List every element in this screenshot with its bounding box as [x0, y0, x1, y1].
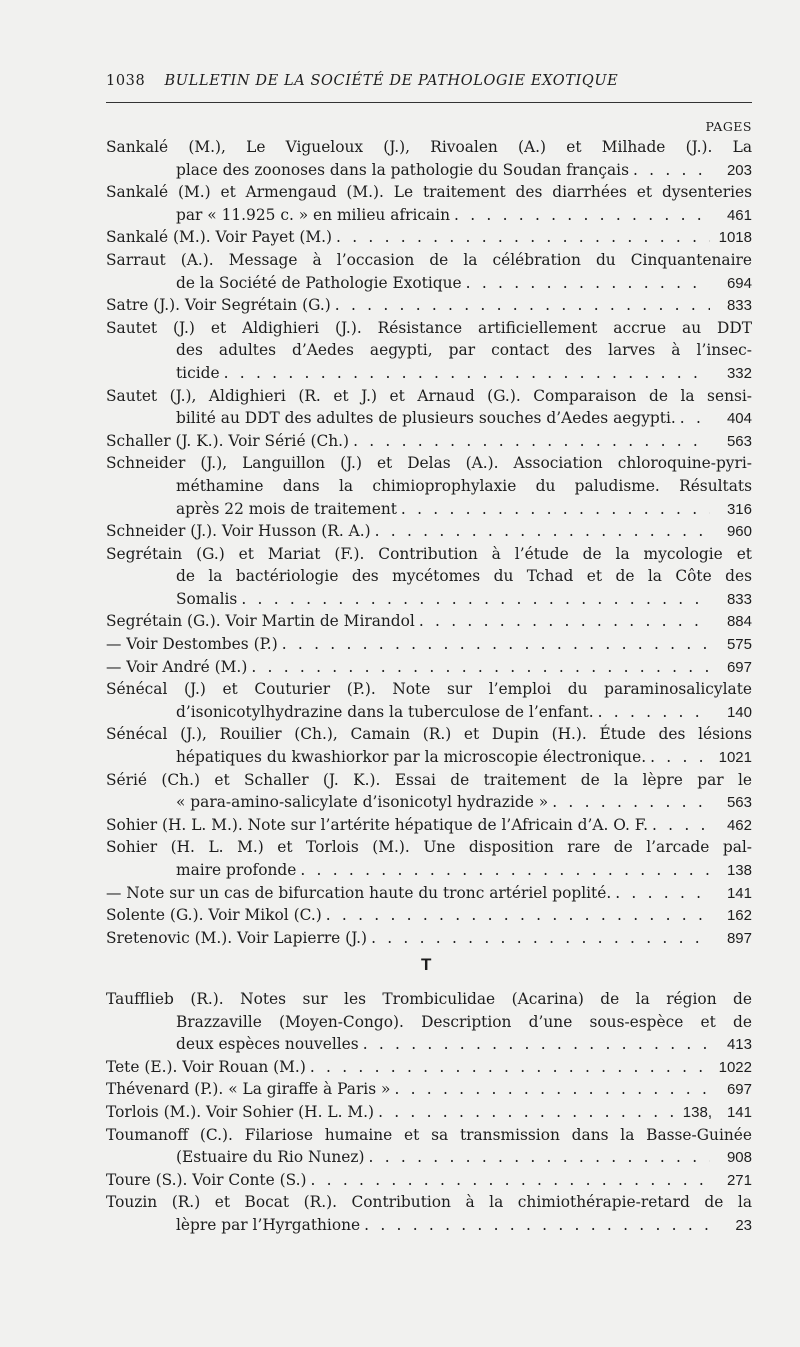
index-entry — [106, 452, 752, 520]
leader-dots — [353, 430, 710, 453]
index-entry — [106, 181, 752, 226]
entry-last-line — [106, 1101, 752, 1124]
entry-line: Taufflieb (R.). Notes sur les Trombiculidae (Acarina) de la région de — [106, 990, 752, 1008]
leader-dots — [650, 746, 710, 769]
leader-dots — [378, 1101, 677, 1124]
page-reference: 833 — [726, 297, 752, 315]
index-entry — [106, 927, 752, 950]
entry-line: Sénécal (J.) et Couturier (P.). Note sur l’emploi du paraminosalicylate — [106, 680, 752, 699]
entry-text: deux espèces nouvelles — [176, 1035, 359, 1054]
entry-last-line — [106, 226, 752, 249]
entry-last-line — [106, 407, 752, 430]
page-reference: 203 — [726, 161, 752, 179]
leader-dots — [615, 882, 710, 905]
entry-line: Sénécal (J.), Rouilier (Ch.), Camain (R.) et Dupin (H.). Étude des lésions — [106, 725, 752, 744]
index-entry — [106, 136, 752, 181]
entry-text: bilité au DDT des adultes de plusieurs souches d’Aedes aegypti. — [176, 409, 676, 428]
index-entry — [106, 1191, 752, 1236]
entry-last-line — [106, 159, 752, 182]
page-reference: 461 — [726, 206, 752, 224]
index-entry — [106, 723, 752, 768]
leader-dots — [251, 656, 710, 679]
entry-line: des adultes d’Aedes aegypti, par contact des larves à l’insec- — [176, 341, 752, 360]
index-entry — [106, 543, 752, 611]
leader-dots — [364, 1214, 710, 1237]
entry-text: Schneider (J.). Voir Husson (R. A.) — [106, 522, 371, 541]
entry-line: Sohier (H. L. M.) et Torlois (M.). Une disposition rare de l’arcade pal- — [106, 838, 752, 857]
entry-last-line — [106, 859, 752, 882]
index-entry — [106, 294, 752, 317]
page-reference: 1022 — [718, 1058, 752, 1076]
index-section-s — [106, 136, 752, 949]
index-entry — [106, 904, 752, 927]
section-letter: T — [421, 955, 432, 974]
entry-last-line — [106, 633, 752, 656]
entry-last-line — [106, 746, 752, 769]
entry-text: ticide — [176, 363, 220, 382]
entry-text: Somalis — [176, 589, 238, 608]
entry-last-line — [106, 1169, 752, 1192]
entry-line: Toumanoff (C.). Filariose humaine et sa transmission dans la Basse-Guinée — [106, 1125, 752, 1144]
entry-text: hépatiques du kwashiorkor par la microscopie électronique. — [176, 748, 647, 767]
entry-last-line — [106, 498, 752, 521]
entry-text: Torlois (M.). Voir Sohier (H. L. M.) — [106, 1102, 375, 1121]
index-section-t — [106, 988, 752, 1237]
journal-title: BULLETIN DE LA SOCIÉTÉ DE PATHOLOGIE EXOTIQUE — [164, 73, 619, 89]
leader-dots — [363, 1033, 710, 1056]
page-reference: 413 — [726, 1036, 752, 1054]
leader-dots — [454, 204, 710, 227]
entry-last-line — [106, 610, 752, 633]
entry-text: Segrétain (G.). Voir Martin de Mirandol — [106, 612, 415, 631]
leader-dots — [310, 1056, 710, 1079]
leader-dots — [336, 226, 710, 249]
entry-line: Sarraut (A.). Message à l’occasion de la célébration du Cinquantenaire — [106, 250, 752, 269]
page-reference: 897 — [726, 929, 752, 947]
leader-dots — [371, 927, 710, 950]
index-entry — [106, 610, 752, 633]
entry-text: Solente (G.). Voir Mikol (C.) — [106, 906, 322, 925]
index-entry — [106, 520, 752, 543]
index-entry — [106, 1124, 752, 1169]
entry-last-line — [106, 294, 752, 317]
entry-text: — Note sur un cas de bifurcation haute du tronc artériel poplité. — [106, 883, 612, 902]
page-reference: 563 — [726, 794, 752, 812]
entry-last-line — [106, 1078, 752, 1101]
leader-dots — [401, 498, 710, 521]
entry-last-line — [106, 430, 752, 453]
entry-text: place des zoonoses dans la pathologie du Soudan français — [176, 160, 629, 179]
index-entry — [106, 836, 752, 881]
page-reference: 884 — [726, 613, 752, 631]
entry-text: — Voir Destombes (P.) — [106, 635, 278, 654]
entry-line: Sautet (J.), Aldighieri (R. et J.) et Arnaud (G.). Comparaison de la sensi- — [106, 386, 752, 405]
index-entry — [106, 988, 752, 1056]
pages-column-label: PAGES — [705, 119, 752, 134]
page-reference: 697 — [726, 658, 752, 676]
entry-text: Schaller (J. K.). Voir Sérié (Ch.) — [106, 431, 350, 450]
entry-line: méthamine dans la chimioprophylaxie du paludisme. Résultats — [176, 476, 752, 495]
entry-line: Segrétain (G.) et Mariat (F.). Contribution à l’étude de la mycologie et — [106, 544, 752, 563]
entry-text: « para-amino-salicylate d’isonicotyl hydrazide » — [176, 793, 549, 812]
entry-line: Sautet (J.) et Aldighieri (J.). Résistance artificiellement accrue au DDT — [106, 318, 752, 337]
entry-line: Brazzaville (Moyen-Congo). Description d’une sous-espèce et de — [176, 1012, 752, 1031]
entry-last-line — [106, 656, 752, 679]
entry-text: Sankalé (M.). Voir Payet (M.) — [106, 228, 333, 247]
running-header — [106, 73, 752, 89]
page-reference: 141 — [726, 1103, 752, 1121]
entry-last-line — [106, 791, 752, 814]
leader-dots — [335, 294, 710, 317]
entry-last-line — [106, 272, 752, 295]
entry-line: de la bactériologie des mycétomes du Tchad et de la Côte des — [176, 567, 752, 586]
entry-text: Tete (E.). Voir Rouan (M.) — [106, 1057, 306, 1076]
entry-text: (Estuaire du Rio Nunez) — [176, 1148, 365, 1167]
index-entry — [106, 385, 752, 430]
leader-dots — [394, 1078, 710, 1101]
page-reference: 1021 — [718, 749, 752, 767]
index-entry — [106, 317, 752, 385]
page-reference: 697 — [726, 1081, 752, 1099]
entry-last-line — [106, 701, 752, 724]
entry-last-line — [106, 204, 752, 227]
header-rule — [106, 102, 752, 103]
leader-dots — [224, 362, 710, 385]
leader-dots — [300, 859, 710, 882]
index-entry — [106, 882, 752, 905]
page-number: 1038 — [106, 73, 146, 89]
entry-last-line — [106, 882, 752, 905]
page-reference: 1018 — [718, 229, 752, 247]
index-entry — [106, 769, 752, 814]
entry-text: de la Société de Pathologie Exotique — [176, 273, 462, 292]
leader-dots — [241, 588, 710, 611]
index-entry — [106, 656, 752, 679]
entry-last-line — [106, 814, 752, 837]
page-reference: 141 — [726, 884, 752, 902]
entry-last-line — [106, 1056, 752, 1079]
index-entry — [106, 1056, 752, 1079]
leader-dots — [369, 1146, 710, 1169]
entry-text: Toure (S.). Voir Conte (S.) — [106, 1170, 307, 1189]
page-reference: 316 — [726, 500, 752, 518]
page-reference: 23 — [735, 1216, 752, 1234]
entry-text: — Voir André (M.) — [106, 657, 248, 676]
page-reference-extra: 138, — [682, 1103, 712, 1121]
entry-text: après 22 mois de traitement — [176, 499, 397, 518]
entry-text: Sretenovic (M.). Voir Lapierre (J.) — [106, 928, 368, 947]
entry-last-line — [106, 1214, 752, 1237]
index-entry — [106, 633, 752, 656]
page-reference: 271 — [726, 1171, 752, 1189]
entry-line: Touzin (R.) et Bocat (R.). Contribution à la chimiothérapie-retard de la — [106, 1193, 752, 1212]
entry-line: Sérié (Ch.) et Schaller (J. K.). Essai de traitement de la lèpre par le — [106, 770, 752, 789]
leader-dots — [598, 701, 710, 724]
leader-dots — [326, 904, 710, 927]
page-reference: 960 — [726, 523, 752, 541]
index-entry — [106, 1101, 752, 1124]
page-reference: 162 — [726, 907, 752, 925]
index-entry — [106, 1169, 752, 1192]
entry-last-line — [106, 588, 752, 611]
page-reference: 138 — [726, 862, 752, 879]
entry-last-line — [106, 520, 752, 543]
page-reference: 908 — [726, 1149, 752, 1167]
page-reference: 332 — [726, 364, 752, 382]
entry-last-line — [106, 362, 752, 385]
leader-dots — [419, 610, 710, 633]
entry-text: lèpre par l’Hyrgathione — [176, 1215, 361, 1234]
leader-dots — [310, 1169, 710, 1192]
entry-line: Schneider (J.), Languillon (J.) et Delas (A.). Association chloroquine-pyri- — [106, 454, 752, 473]
entry-last-line — [106, 1033, 752, 1056]
leader-dots — [652, 814, 710, 837]
entry-text: Sohier (H. L. M.). Note sur l’artérite hépatique de l’Africain d’A. O. F. — [106, 815, 648, 834]
page-reference: 140 — [726, 703, 752, 721]
leader-dots — [282, 633, 710, 656]
entry-text: Satre (J.). Voir Segrétain (G.) — [106, 296, 331, 315]
entry-text: Thévenard (P.). « La giraffe à Paris » — [106, 1080, 391, 1099]
page-reference: 575 — [726, 636, 752, 654]
page-reference: 833 — [726, 590, 752, 608]
entry-text: par « 11.925 c. » en milieu africain — [176, 205, 451, 224]
leader-dots — [466, 272, 710, 295]
entry-last-line — [106, 904, 752, 927]
index-entry — [106, 249, 752, 294]
leader-dots — [680, 407, 710, 430]
entry-last-line — [106, 1146, 752, 1169]
page-reference: 563 — [726, 432, 752, 450]
index-entry — [106, 226, 752, 249]
entry-text: d’isonicotylhydrazine dans la tuberculose de l’enfant. — [176, 702, 594, 721]
leader-dots — [633, 159, 710, 182]
page-reference: 694 — [726, 274, 752, 292]
index-entry — [106, 430, 752, 453]
entry-last-line — [106, 927, 752, 950]
index-entry — [106, 814, 752, 837]
index-entry — [106, 1078, 752, 1101]
entry-text: maire profonde — [176, 861, 297, 879]
page-reference: 404 — [726, 410, 752, 428]
entry-line: Sankalé (M.), Le Vigueloux (J.), Rivoalen (A.) et Milhade (J.). La — [106, 138, 752, 156]
entry-line: Sankalé (M.) et Armengaud (M.). Le traitement des diarrhées et dysenteries — [106, 183, 752, 202]
leader-dots — [552, 791, 710, 814]
leader-dots — [375, 520, 710, 543]
page-reference: 462 — [726, 816, 752, 834]
index-entry — [106, 678, 752, 723]
